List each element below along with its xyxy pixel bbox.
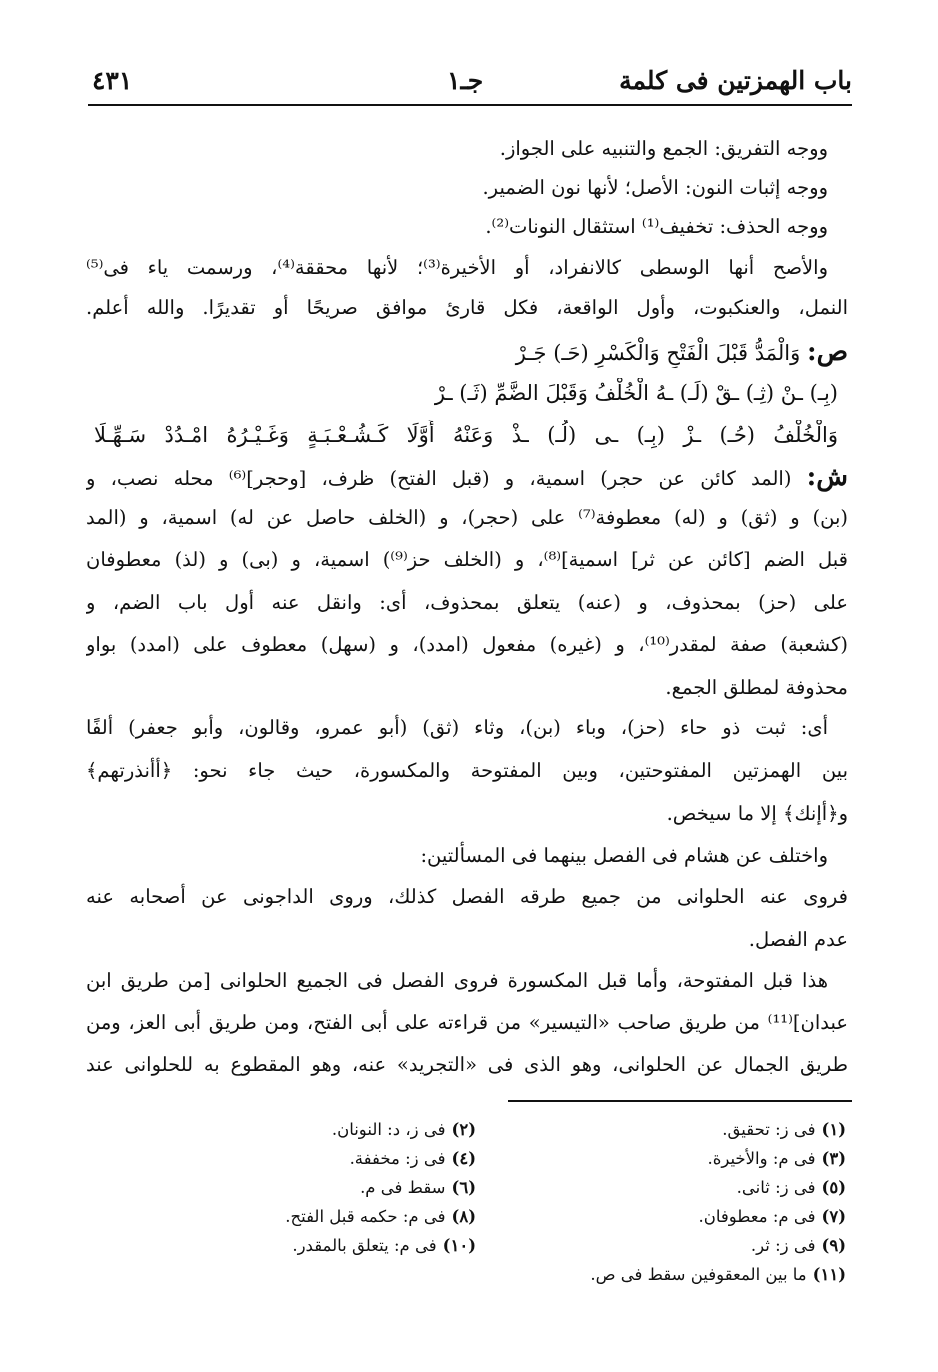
footnote: (١٠)فى م: يتعلق بالمقدر. — [292, 1236, 476, 1255]
volume-label: جـ١ — [447, 66, 484, 95]
text-line: محذوفة لمطلق الجمع. — [665, 676, 848, 699]
footnote: (٤)فى ز: مخففة. — [349, 1149, 476, 1168]
footnote: (٧)فى م: معطوفان. — [698, 1207, 846, 1226]
footnote: (٢)فى ز، د: النونان. — [331, 1120, 476, 1139]
text-line: والأصح أنها الوسطى كالانفراد، أو الأخيرة⁽³⁾؛ لأنها محققة⁽⁴⁾، ورسمت ياء فى⁽⁵⁾ — [86, 256, 828, 279]
text-line: واختلف عن هشام فى الفصل بينهما فى المسألتين: — [420, 844, 828, 867]
text-line: النمل، والعنكبوت، وأول الواقعة، فكل قارئ موافق صريحًا أو تقديرًا. والله أعلم. — [86, 296, 848, 319]
shin-marker: ش: — [806, 462, 848, 492]
footnote: (٦)سقط فى م. — [360, 1178, 476, 1197]
footnote: (١١)ما بين المعقوفين سقط فى ص. — [590, 1265, 846, 1284]
text-line: و﴿أإنك﴾ إلا ما سيخص. — [666, 802, 848, 825]
commentary-text: (المد كائن عن حجر) اسمية، و (قبل الفتح) ظرف، [وحجر]⁽⁶⁾ محله نصب، و — [86, 467, 792, 490]
footnote: (٣)فى م: والأخيرة. — [707, 1149, 846, 1168]
text-line: (بن) و (ثق) و (له) معطوفة⁽⁷⁾ على (حجر)، و (الخلف حاصل عن له) اسمية، و (المد — [86, 506, 848, 529]
verse-text: وَالْمَدُّ قَبْلَ الْفَتْحِ وَالْكَسْرِ (حَـ) جَـرْ — [515, 341, 801, 365]
text-line: بين الهمزتين المفتوحتين، وبين المفتوحة والمكسورة، حيث جاء نحو: ﴿أأنذرتهم﴾ — [86, 759, 848, 782]
text-line: هذا قبل المفتوحة، وأما قبل المكسورة فروى الفصل فى الجميع الحلوانى [من طريق ابن — [86, 969, 828, 992]
text-line: ووجه الحذف: تخفيف⁽¹⁾ استثقال النونات⁽²⁾. — [485, 215, 828, 238]
text-line: طريق الجمال عن الحلوانى، وهو الذى فى «التجريد» عنه، وهو المقطوع به للحلوانى عند — [86, 1053, 848, 1076]
footnote-rule — [508, 1100, 852, 1102]
header-rule — [88, 104, 852, 106]
commentary-line — [86, 462, 848, 494]
verse-line: وَالْخُلْفُ (حُـ) ـزْ (بِـ) ـى (لُـ) ـذْ وَعَنْهُ أَوَّلَا كَـشُـعْـبَـةٍ وَغَـيْـرُهُ امْـدُدْ سَـهِّـلَا — [94, 423, 838, 447]
chapter-title: باب الهمزتين فى كلمة — [619, 66, 852, 95]
footnote: (٨)فى م: حكمه قبل الفتح. — [285, 1207, 476, 1226]
verse-line — [86, 337, 848, 368]
text-line: ووجه التفريق: الجمع والتنبيه على الجواز. — [499, 137, 828, 160]
running-header — [92, 62, 852, 102]
page-number: ٤٣١ — [92, 66, 133, 95]
verse-line: (بِـ) ـنْ (ثِـ) ـقْ (لَـ) ـهُ الْخُلْفُ وَقَبْلَ الضَّمِّ (ثَـ) ـرْ — [434, 381, 838, 405]
text-line: ووجه إثبات النون: الأصل؛ لأنها نون الضمير. — [482, 176, 828, 199]
text-line: عبدان]⁽¹¹⁾ من طريق صاحب «التيسير» من قراءته على أبى الفتح، ومن طريق أبى العز، ومن — [86, 1011, 848, 1034]
sad-marker: ص: — [806, 337, 848, 367]
text-line: فروى عنه الحلوانى من جميع طرقه الفصل كذلك، وروى الداجونى عن أصحابه عنه — [86, 885, 848, 908]
footnote: (٩)فى ز: ثر. — [750, 1236, 846, 1255]
text-line: قبل الضم [كائن عن ثر] اسمية]⁽⁸⁾، و (الخلف حز⁽⁹⁾) اسمية، و (بى) و (لذ) معطوفان — [86, 548, 848, 571]
text-line: (كشعبة) صفة لمقدر⁽¹⁰⁾، و (غيره) مفعول (امدد)، و (سهل) معطوف على (امدد) بواو — [86, 633, 848, 656]
text-line: أى: ثبت ذو حاء (حز)، وباء (بن)، وثاء (ثق) (أبو عمرو، وقالون، وأبو جعفر) ألفًا — [86, 716, 828, 739]
footnote: (٥)فى ز: ثانى. — [736, 1178, 846, 1197]
text-line: على (حز) بمحذوف، و (عنه) يتعلق بمحذوف، أى: وانقل عنه أول باب الضم، و — [86, 591, 848, 614]
footnote: (١)فى ز: تحقيق. — [722, 1120, 846, 1139]
text-line: عدم الفصل. — [748, 928, 848, 951]
